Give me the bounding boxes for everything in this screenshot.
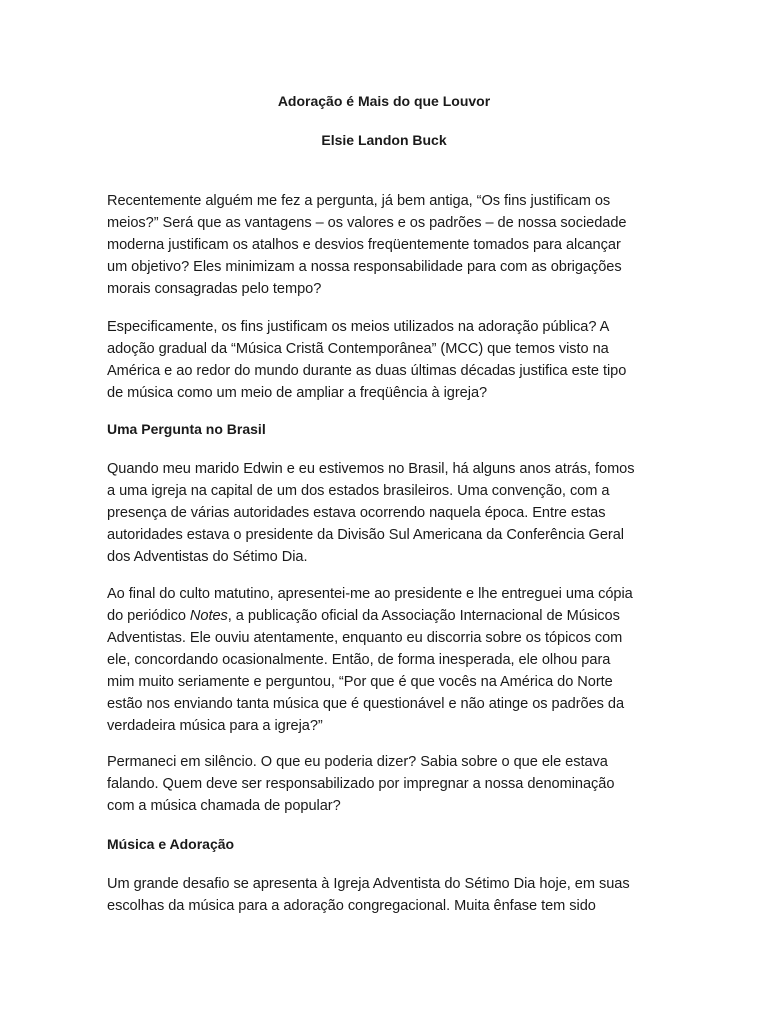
paragraph-line: a uma igreja na capital de um dos estados brasileiros. Uma convenção, com a [107,483,610,499]
section-heading-musica: Música e Adoração [107,836,235,852]
text-run: , a publicação oficial da Associação Internacional de Músicos [227,608,620,624]
paragraph-line: adoção gradual da “Música Cristã Contemporânea” (MCC) que temos visto na [107,341,609,357]
paragraph-line: Especificamente, os fins justificam os meios utilizados na adoração pública? A [107,319,610,335]
paragraph-line: Adventistas. Ele ouviu atentamente, enquanto eu discorria sobre os tópicos com [107,630,623,646]
paragraph-line: um objetivo? Eles minimizam a nossa responsabilidade para com as obrigações [107,259,622,275]
paragraph-4 [107,583,667,737]
paragraph-line: dos Adventistas do Sétimo Dia. [107,549,308,565]
paragraph-6 [107,873,667,917]
paragraph-line: moderna justificam os atalhos e desvios freqüentemente tomados para alcançar [107,237,621,253]
paragraph-line: de música como um meio de ampliar a freqüência à igreja? [107,385,488,401]
paragraph-line: América e ao redor do mundo durante as duas últimas décadas justifica este tipo [107,363,627,379]
paragraph-line: presença de várias autoridades estava ocorrendo naquela época. Entre estas [107,505,606,521]
paragraph-line: meios?” Será que as vantagens – os valores e os padrões – de nossa sociedade [107,215,627,231]
paragraph-line: falando. Quem deve ser responsabilizado por impregnar a nossa denominação [107,776,615,792]
text-run: do periódico [107,608,190,624]
document-author: Elsie Landon Buck [321,132,447,148]
paragraph-line: Quando meu marido Edwin e eu estivemos no Brasil, há alguns anos atrás, fomos [107,461,635,477]
paragraph-line: Recentemente alguém me fez a pergunta, já bem antiga, “Os fins justificam os [107,193,611,209]
section-heading-brasil: Uma Pergunta no Brasil [107,421,266,437]
paragraph-line: escolhas da música para a adoração congregacional. Muita ênfase tem sido [107,898,596,914]
paragraph-line: Ao final do culto matutino, apresentei-me ao presidente e lhe entreguei uma cópia [107,586,633,602]
paragraph-line: estão nos enviando tanta música que é questionável e não atinge os padrões da [107,696,625,712]
paragraph-line: Um grande desafio se apresenta à Igreja Adventista do Sétimo Dia hoje, em suas [107,876,630,892]
paragraph-5 [107,751,667,817]
paragraph-line: Permaneci em silêncio. O que eu poderia dizer? Sabia sobre o que ele estava [107,754,608,770]
paragraph-line: morais consagradas pelo tempo? [107,281,322,297]
italic-periodical-title: Notes [189,608,228,624]
paragraph-1 [107,190,667,300]
paragraph-line: ele, concordando ocasionalmente. Então, de forma inesperada, ele olhou para [107,652,611,668]
paragraph-line: verdadeira música para a igreja?” [107,718,323,734]
paragraph-3 [107,458,667,568]
paragraph-line: mim muito seriamente e perguntou, “Por que é que vocês na América do Norte [107,674,613,690]
paragraph-line: com a música chamada de popular? [107,798,341,814]
paragraph-line: autoridades estava o presidente da Divisão Sul Americana da Conferência Geral [107,527,624,543]
document-title: Adoração é Mais do que Louvor [277,93,491,109]
paragraph-2 [107,316,667,404]
paragraph-line-with-italic [107,605,667,627]
